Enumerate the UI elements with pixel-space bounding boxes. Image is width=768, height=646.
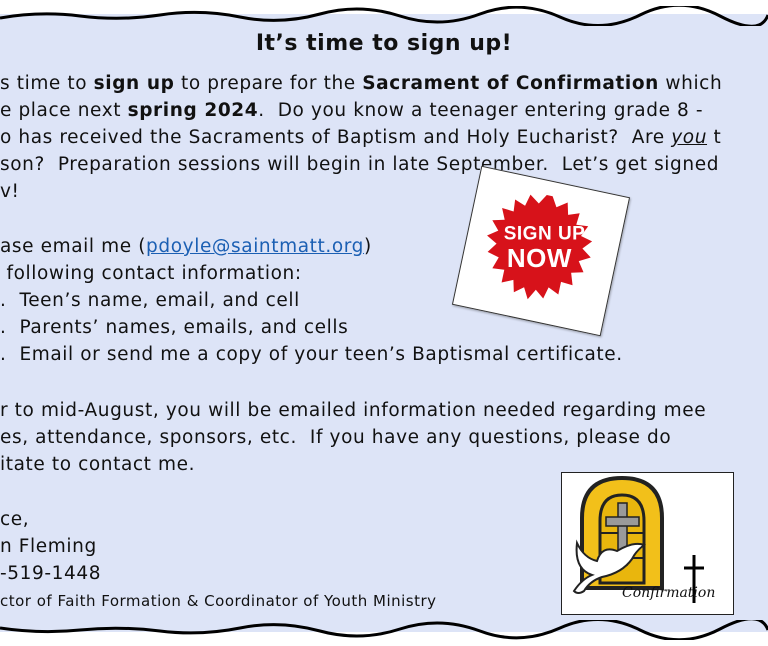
- list-item-2: . Parents’ names, emails, and cells: [0, 317, 349, 338]
- confirmation-image: [561, 472, 734, 615]
- signature-role: ctor of Faith Formation & Coordinator of Youth Ministry: [0, 592, 437, 610]
- text: ): [364, 236, 372, 257]
- emphasis-text: you: [671, 127, 708, 148]
- text: which: [658, 73, 723, 94]
- bold-text: Sacrament of Confirmation: [362, 73, 659, 94]
- wavy-bottom-edge: [0, 620, 768, 640]
- text: ase email me (: [0, 236, 147, 257]
- signature-name: n Fleming: [0, 536, 97, 557]
- text: o has received the Sacraments of Baptism and Holy Eucharist? Are: [0, 127, 672, 148]
- text: to prepare for the: [174, 73, 363, 94]
- badge-line1: SIGN UP: [503, 223, 586, 245]
- para2-line2: following contact information:: [0, 263, 302, 284]
- flyer-title: It’s time to sign up!: [255, 31, 513, 56]
- signature-phone: -519-1448: [0, 563, 102, 584]
- para3-line2: es, attendance, sponsors, etc. If you have any questions, please do: [0, 427, 672, 448]
- para1-line4: son? Preparation sessions will begin in late September. Let’s get signed: [0, 154, 720, 175]
- para1-line3: [0, 127, 721, 148]
- email-link[interactable]: pdoyle@saintmatt.org: [146, 236, 365, 257]
- text: e place next: [0, 100, 128, 121]
- signature-closing: ce,: [0, 509, 30, 530]
- badge-line2: NOW: [506, 242, 572, 273]
- para3-line3: itate to contact me.: [0, 454, 196, 475]
- para2-line1: [0, 236, 372, 257]
- para1-line2: [0, 100, 703, 121]
- para1-line5: v!: [0, 181, 20, 202]
- bold-text: sign up: [93, 73, 175, 94]
- text: t: [707, 127, 722, 148]
- bold-text: spring 2024: [127, 100, 259, 121]
- text: . Do you know a teenager entering grade 8 -: [258, 100, 704, 121]
- confirmation-word: Confirmation: [622, 585, 716, 601]
- list-item-1: . Teen’s name, email, and cell: [0, 290, 300, 311]
- text: s time to: [0, 73, 94, 94]
- para1-line1: [0, 73, 722, 94]
- list-item-3: . Email or send me a copy of your teen’s Baptismal certificate.: [0, 344, 623, 365]
- wavy-top-edge: [0, 6, 768, 26]
- para3-line1: r to mid-August, you will be emailed information needed regarding mee: [0, 400, 707, 421]
